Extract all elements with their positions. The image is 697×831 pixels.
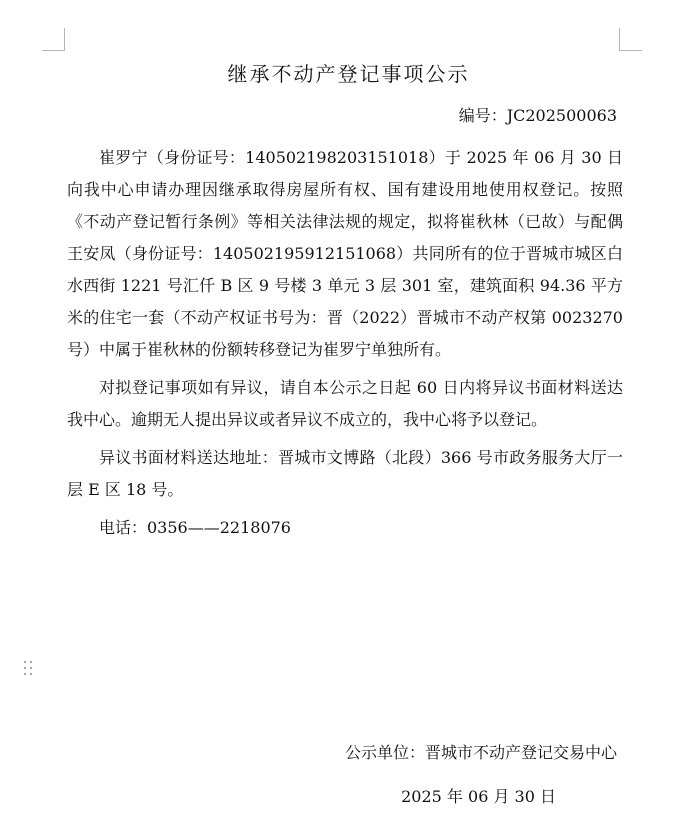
document-title: 继承不动产登记事项公示 (227, 62, 470, 86)
drag-handle-icon[interactable] (24, 661, 34, 677)
drag-dot (24, 673, 26, 675)
paragraph-main: 崔罗宁（身份证号：140502198203151018）于 2025 年 06 月 30 日向我中心申请办理因继承取得房屋所有权、国有建设用地使用权登记。按照《不动产登记暂行条例》等相关法律法规的规定，拟将崔秋林（已故）与配偶王安凤（身份证号：140502195912151068）共同所有的位于晋城市城区白水西街 1221 号汇仟 B 区 9 号楼 3 单元 3 层 301 室，建筑面积 94.36 平方米的住宅一套（不动产权证书号为：晋（2022）晋城市不动产权第 0023270 号）中属于崔秋林的份额转移登记为崔罗宁单独所有。 (67, 148, 623, 359)
page-corner-mark-top-left (42, 28, 65, 51)
publisher-line: 公示单位：晋城市不动产登记交易中心 (344, 743, 617, 762)
paragraph-objection: 对拟登记事项如有异议，请自本公示之日起 60 日内将异议书面材料送达我中心。逾期无人提出异议或者异议不成立的，我中心将予以登记。 (67, 378, 623, 429)
paragraph-phone: 电话：0356——2218076 (99, 518, 291, 537)
drag-dot (24, 661, 26, 663)
drag-dot (30, 673, 32, 675)
drag-dot (24, 667, 26, 669)
document-number: 编号：JC202500063 (458, 106, 617, 125)
publish-date: 2025 年 06 月 30 日 (401, 787, 556, 806)
page-corner-mark-top-right (619, 28, 642, 51)
drag-dot (30, 667, 32, 669)
paragraph-address: 异议书面材料送达地址：晋城市文博路（北段）366 号市政务服务大厅一层 E 区 18 号。 (67, 448, 623, 499)
document-body (67, 142, 623, 550)
drag-dot (30, 661, 32, 663)
